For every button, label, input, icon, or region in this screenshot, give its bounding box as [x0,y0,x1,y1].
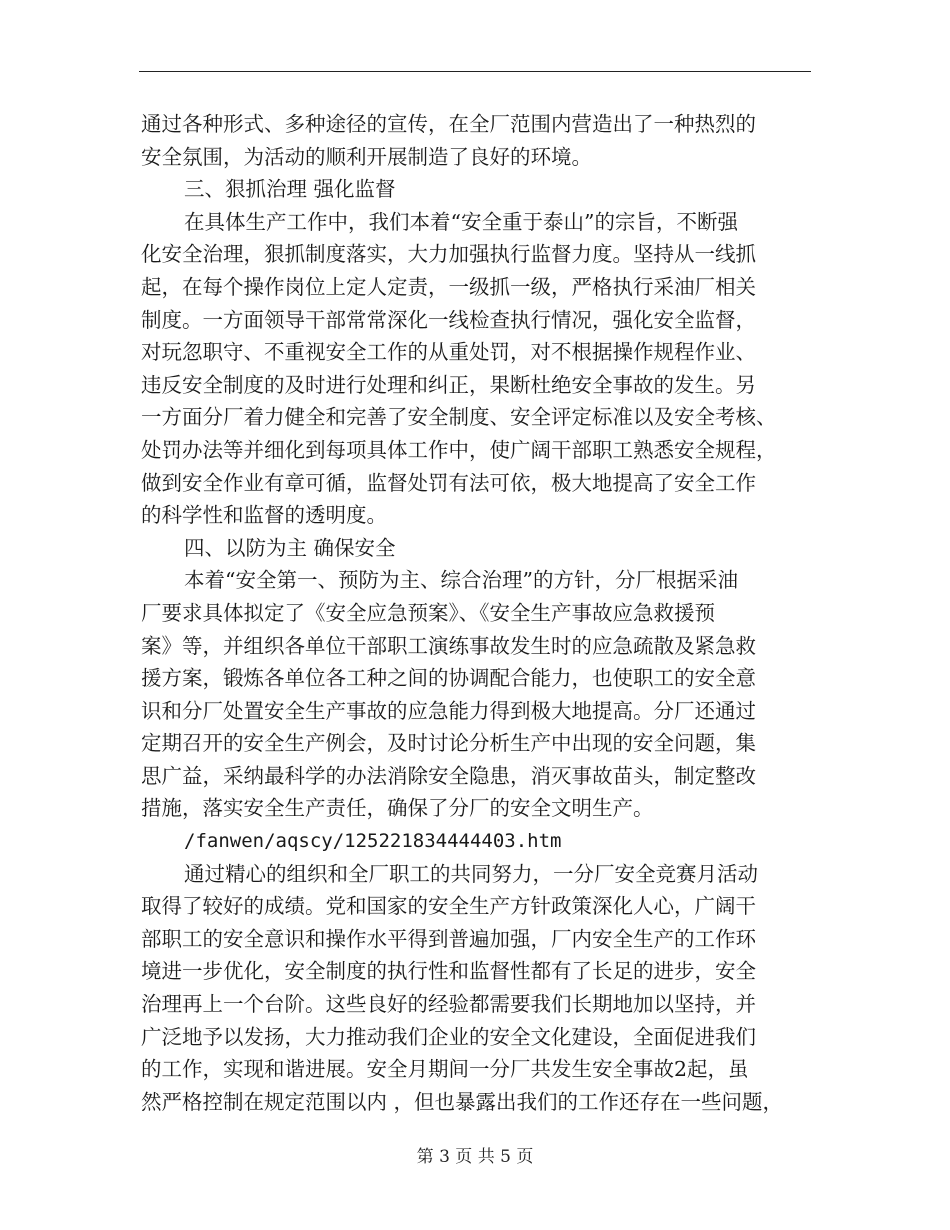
document-text-line: 对玩忽职守、不重视安全工作的从重处罚，对不根据操作规程作业、 [141,340,756,365]
document-text-line: 违反安全制度的及时进行处理和纠正，果断杜绝安全事故的发生。另 [141,372,756,397]
document-text-line: 厂要求具体拟定了《安全应急预案》、《安全生产事故应急救援预 [141,600,715,625]
document-text-line: 三、狠抓治理 强化监督 [184,177,396,202]
document-text-line: 一方面分厂着力健全和完善了安全制度、安全评定标准以及安全考核、 [141,405,777,430]
document-text-line: 的科学性和监督的透明度。 [141,503,387,528]
document-text-line: 思广益，采纳最科学的办法消除安全隐患，消灭事故苗头，制定整改 [141,763,756,788]
document-text-line: 境进一步优化，安全制度的执行性和监督性都有了长足的进步，安全 [141,959,756,984]
document-text-line: 安全氛围，为活动的顺利开展制造了良好的环境。 [141,144,592,169]
document-text-line: 措施，落实安全生产责任，确保了分厂的安全文明生产。 [141,796,654,821]
page-footer: 第 3 页 共 5 页 [416,1147,534,1167]
document-text-line: 取得了较好的成绩。党和国家的安全生产方针政策深化人心，广阔干 [141,894,756,919]
header-rule [139,71,811,72]
document-text-line: 治理再上一个台阶。这些良好的经验都需要我们长期地加以坚持，并 [141,992,756,1017]
document-text-line: 处罚办法等并细化到每项具体工作中，使广阔干部职工熟悉安全规程， [141,437,777,462]
document-url-line: /fanwen/aqscy/125221834444403.htm [184,830,562,853]
document-text-line: 广泛地予以发扬，大力推动我们企业的安全文化建设，全面促进我们 [141,1024,756,1049]
document-text-line: 做到安全作业有章可循，监督处罚有法可依，极大地提高了安全工作 [141,470,756,495]
document-text-line: 化安全治理，狠抓制度落实，大力加强执行监督力度。坚持从一线抓 [141,242,756,267]
document-text-line: 援方案，锻炼各单位各工种之间的协调配合能力，也使职工的安全意 [141,666,756,691]
document-body [141,108,809,1118]
document-text-line: 识和分厂处置安全生产事故的应急能力得到极大地提高。分厂还通过 [141,698,756,723]
document-text-line: 的工作，实现和谐进展。安全月期间一分厂共发生安全事故2起，虽 [141,1057,749,1082]
document-text-line: 制度。一方面领导干部常常深化一线检查执行情况，强化安全监督， [141,307,756,332]
document-text-line: 在具体生产工作中，我们本着“安全重于泰山”的宗旨，不断强 [184,209,738,234]
document-text-line: 起，在每个操作岗位上定人定责，一级抓一级，严格执行采油厂相关 [141,274,756,299]
document-text-line: 案》等，并组织各单位干部职工演练事故发生时的应急疏散及紧急救 [141,633,756,658]
document-text-line: 部职工的安全意识和操作水平得到普遍加强，厂内安全生产的工作环 [141,926,756,951]
document-text-line: 定期召开的安全生产例会，及时讨论分析生产中出现的安全问题，集 [141,731,756,756]
document-text-line: 通过各种形式、多种途径的宣传，在全厂范围内营造出了一种热烈的 [141,112,756,136]
document-text-line: 四、以防为主 确保安全 [184,535,396,560]
document-text-line: 通过精心的组织和全厂职工的共同努力，一分厂安全竞赛月活动 [184,861,758,886]
document-text-line: 然严格控制在规定范围以内 ，但也暴露出我们的工作还存在一些问题， [141,1089,784,1114]
document-text-line: 本着“安全第一、预防为主、综合治理”的方针，分厂根据采油 [184,568,738,593]
